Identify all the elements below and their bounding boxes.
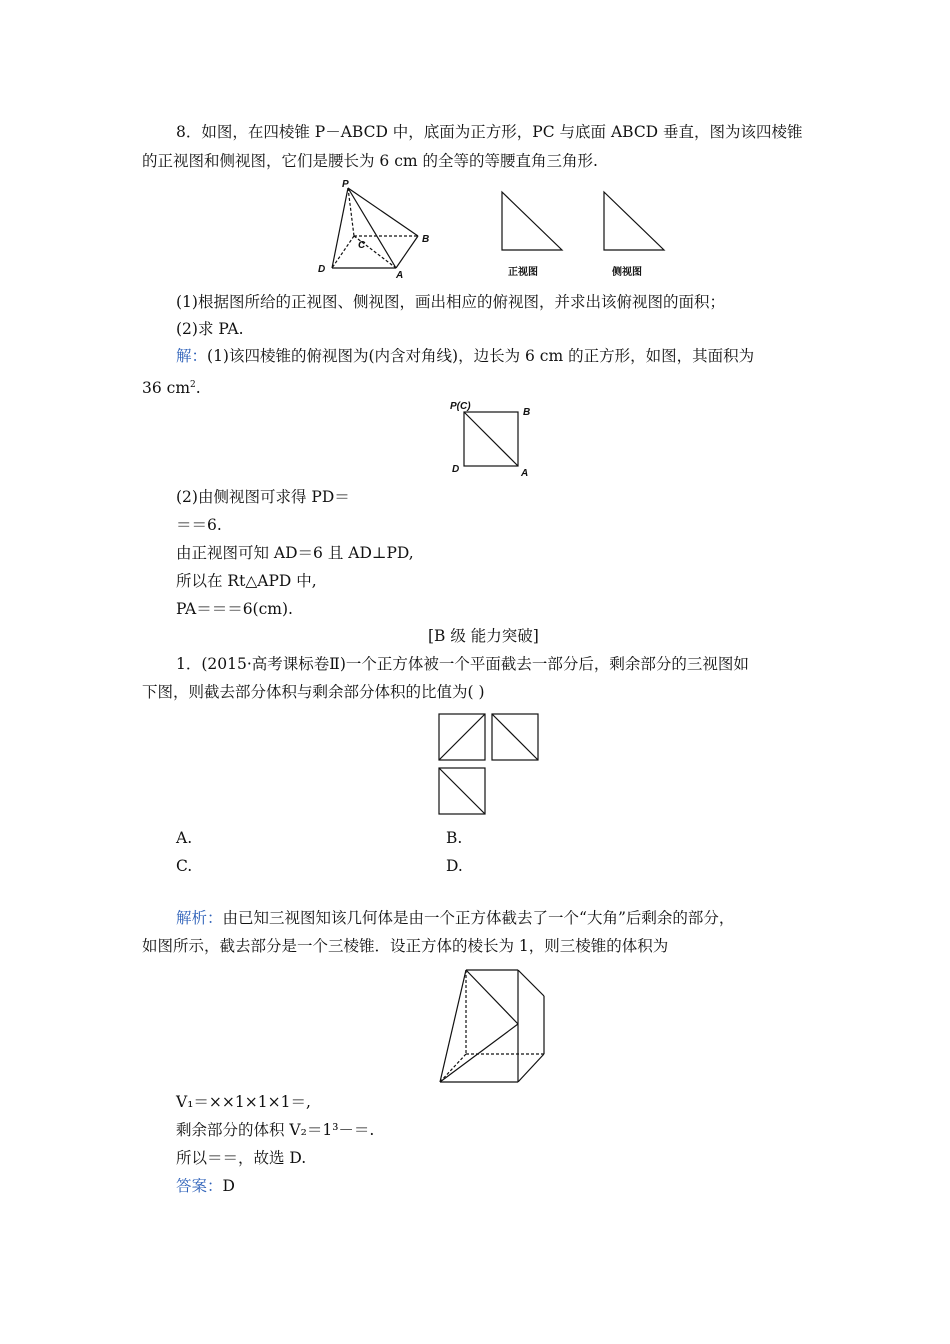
- analysis-line2: 如图所示，截去部分是一个三棱锥．设正方体的棱长为 1，则三棱锥的体积为: [142, 937, 669, 955]
- label-p: P: [342, 179, 349, 190]
- area-sup: 2: [190, 380, 196, 390]
- label-b2: B: [523, 407, 531, 418]
- analysis-text1: 由已知三视图知该几何体是由一个正方体截去了一个“大角”后剩余的部分，: [222, 909, 735, 927]
- solution-line2: [142, 375, 201, 398]
- solution-2a: (2)由侧视图可求得 PD＝: [176, 488, 350, 506]
- question-2: (2)求 PA.: [176, 320, 244, 338]
- answer-line: [176, 1176, 235, 1196]
- three-views-figure: [436, 712, 546, 818]
- label-b: B: [422, 234, 430, 245]
- solution-2c: 由正视图可知 AD＝6 且 AD⊥PD,: [176, 544, 414, 562]
- option-d: D.: [446, 857, 463, 875]
- solution-2b: ＝＝6.: [176, 516, 222, 534]
- volume-v1: V₁＝××1×1×1＝,: [176, 1093, 311, 1111]
- front-view-triangle: [498, 190, 568, 254]
- problem8-line2: 的正视图和侧视图，它们是腰长为 6 cm 的全等的等腰直角三角形.: [142, 152, 598, 170]
- conclusion: 所以＝＝，故选 D.: [176, 1149, 307, 1167]
- problem1-line2: 下图，则截去部分体积与剩余部分体积的比值为( ): [142, 683, 485, 701]
- solution-2e: PA＝＝＝6(cm).: [176, 600, 293, 618]
- side-view-triangle: [600, 190, 670, 254]
- problem8-line1: 8．如图，在四棱锥 P－ABCD 中，底面为正方形，PC 与底面 ABCD 垂直，图为该四棱锥: [176, 123, 803, 141]
- cube-figure: [436, 968, 550, 1086]
- option-b: B.: [446, 829, 463, 847]
- area-value: 36 cm: [142, 379, 191, 398]
- label-d: D: [318, 264, 326, 275]
- option-a: A.: [176, 829, 193, 847]
- solution-label: 解：: [176, 347, 208, 365]
- solution-2d: 所以在 Rt△APD 中,: [176, 572, 317, 590]
- volume-v2: 剩余部分的体积 V₂＝1³－＝.: [176, 1121, 375, 1139]
- label-a2: A: [521, 468, 529, 479]
- answer-label: 答案：: [176, 1177, 223, 1195]
- pyramid-figure: [310, 176, 450, 280]
- question-1: (1)根据图所给的正视图、侧视图，画出相应的俯视图，并求出该俯视图的面积；: [176, 293, 725, 311]
- side-view-caption: 侧视图: [612, 267, 642, 278]
- solution-1a: (1)该四棱锥的俯视图为(内含对角线)，边长为 6 cm 的正方形，如图，其面积为: [207, 347, 755, 365]
- problem1-line1: 1．(2015·高考课标卷Ⅱ)一个正方体被一个平面截去一部分后，剩余部分的三视图如: [176, 655, 749, 673]
- label-c: C: [358, 240, 366, 251]
- answer-value: D: [222, 1177, 235, 1195]
- top-view-figure: [448, 398, 538, 480]
- area-end: .: [195, 379, 201, 398]
- label-pc: P(C): [450, 401, 471, 412]
- label-d2: D: [452, 464, 460, 475]
- analysis-line1: [176, 908, 734, 928]
- label-a: A: [396, 270, 404, 280]
- section-b-heading: [B 级 能力突破]: [428, 627, 539, 645]
- analysis-label: 解析：: [176, 909, 223, 927]
- option-c: C.: [176, 857, 193, 875]
- front-view-caption: 正视图: [508, 267, 538, 278]
- solution-line1: [176, 346, 754, 366]
